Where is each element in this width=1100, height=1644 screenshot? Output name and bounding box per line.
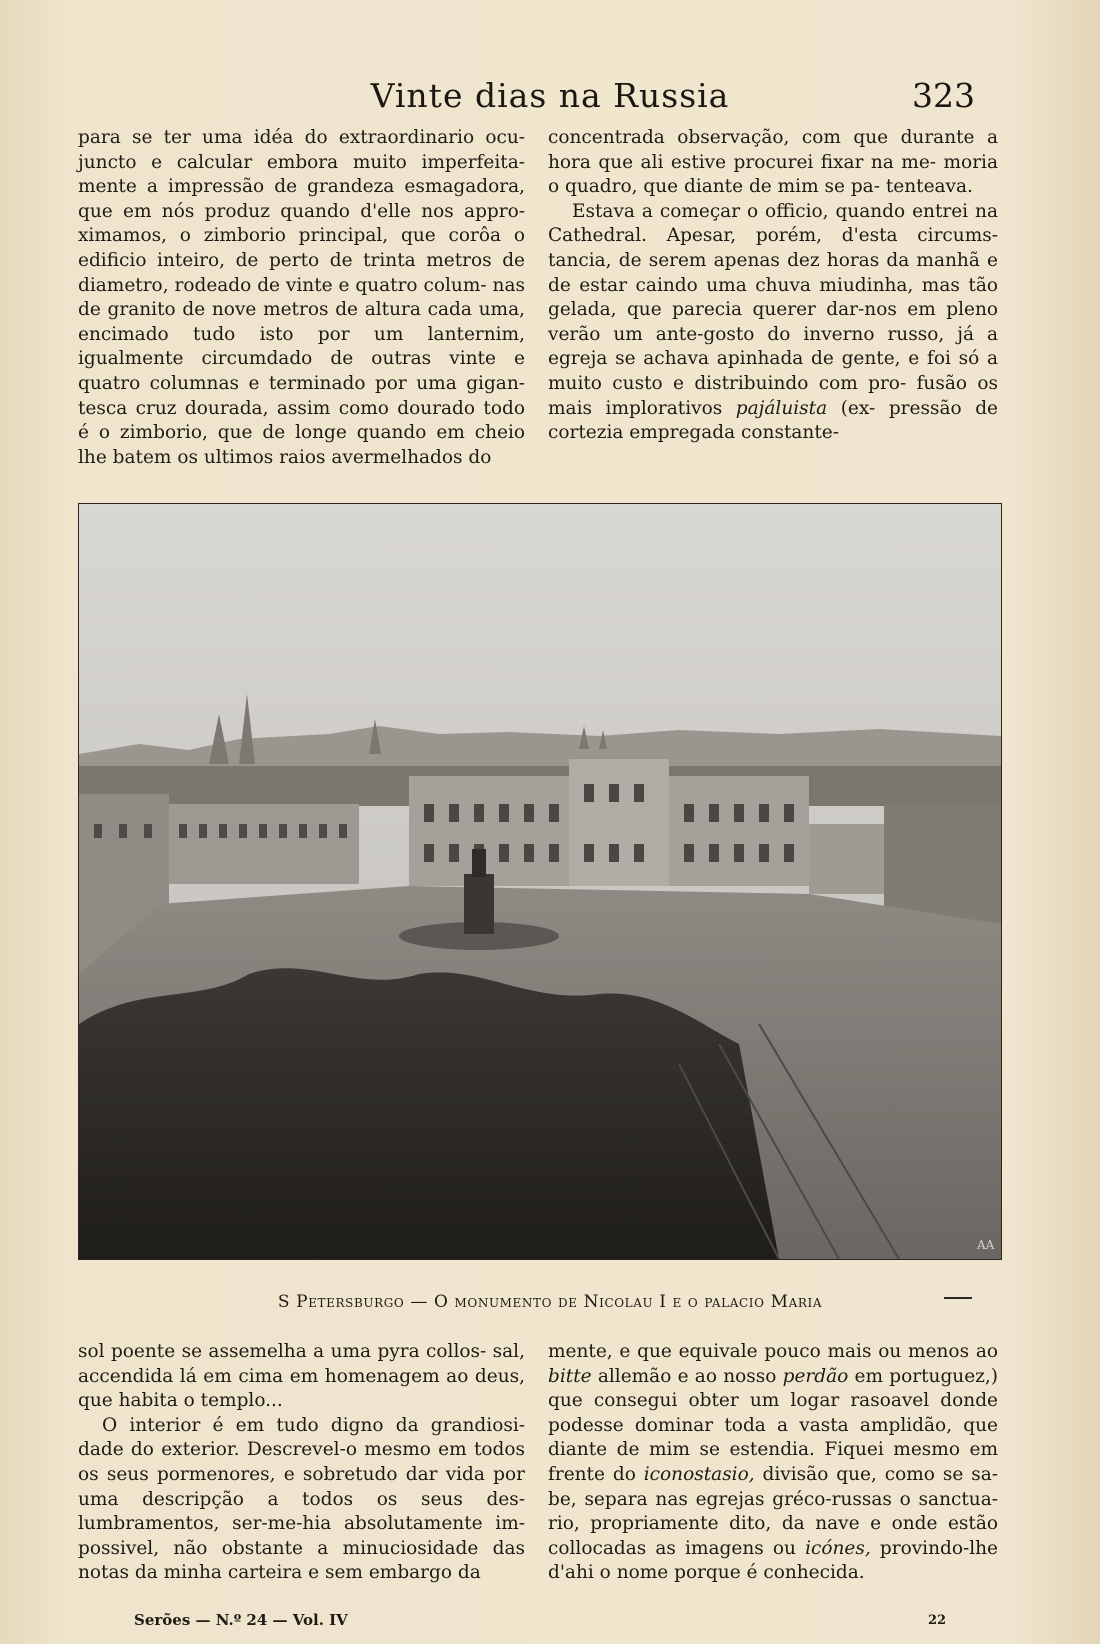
- paragraph: [548, 126, 998, 200]
- text-line: juncto e calcular embora muito imperfeita-: [78, 151, 525, 173]
- column-bottom-right: [548, 1340, 998, 1586]
- italic-term: pajáluista: [735, 397, 828, 419]
- text-line: notas da minha carteira e sem embargo da: [78, 1562, 481, 1584]
- italic-term: bitte: [548, 1365, 592, 1387]
- column-bottom-left: [78, 1340, 525, 1586]
- text-line: mente a impressão de grandeza esmagadora,: [78, 176, 525, 198]
- text-line: concentrada observação, com que durante: [548, 127, 975, 148]
- paragraph: [78, 1414, 525, 1586]
- running-title: Vinte dias na Russia: [370, 76, 730, 115]
- paragraph: [78, 1340, 525, 1414]
- text-line: igualmente circumdado de outras vinte e: [78, 348, 525, 370]
- text-line: possivel, não obstante a minuciosidade das: [78, 1537, 525, 1559]
- text-line: sal, accendida lá em cima em homenagem ao: [78, 1341, 525, 1387]
- text-line: uma, encimado tudo isto por um lanternim,: [78, 299, 525, 345]
- text-line: já a egreja se achava apinhada de gente, e: [548, 323, 998, 370]
- text-line: fusão os mais implorativos: [548, 372, 998, 419]
- text-line: lumbramentos, ser-me-hia absolutamente im-: [78, 1513, 525, 1535]
- text-line: nas de granito de nove metros de altura cada: [78, 274, 525, 321]
- italic-term: icónes,: [805, 1537, 871, 1559]
- text-line: be, separa nas egrejas gréco-russas o sanctua-: [548, 1488, 998, 1510]
- text-line: divisão que, como se sa-: [754, 1463, 998, 1485]
- text-line: sol poente se assemelha a uma pyra collos-: [78, 1341, 487, 1362]
- column-top-right: [548, 126, 998, 446]
- figure-caption: S Petersburgo — O monumento de Nicolau I e o palacio Maria: [277, 1292, 823, 1312]
- footer-sheet-number: 22: [928, 1613, 947, 1628]
- text-line: em portuguez,): [848, 1365, 999, 1387]
- caption-rule: [944, 1297, 972, 1299]
- text-line: rio, propriamente dito, da nave e onde estão: [548, 1513, 998, 1535]
- text-line: diante de mim se estendia. Fiquei mesmo em: [548, 1439, 998, 1461]
- text-line: allemão e ao nosso: [591, 1365, 783, 1387]
- photo-illustration: [79, 504, 1001, 1259]
- text-line: tão gelada, que parecia querer dar-nos em: [548, 274, 998, 321]
- text-line: que consegui obter um logar rasoavel donde: [548, 1390, 998, 1412]
- text-line: ximamos, o zimborio principal, que corôa o: [78, 225, 525, 247]
- paragraph: [548, 200, 998, 446]
- photo-signature: AA: [977, 1238, 995, 1252]
- italic-term: iconostasio,: [643, 1463, 755, 1485]
- paragraph: [548, 1340, 998, 1586]
- paragraph: [78, 126, 525, 470]
- text-line: vida por uma descripção a todos os seus des-: [78, 1463, 525, 1510]
- text-line: O interior é em tudo digno da grandiosi-: [102, 1414, 525, 1436]
- column-top-left: [78, 126, 525, 470]
- text-line: todos os seus pormenores, e sobretudo dar: [78, 1439, 525, 1485]
- text-line: lhe batem os ultimos raios avermelhados do: [78, 446, 492, 468]
- text-line: provindo-lhe: [870, 1537, 998, 1559]
- text-line: é o zimborio, que de longe quando em cheio: [78, 422, 525, 444]
- text-line: Estava a começar o officio, quando entrei: [572, 200, 969, 222]
- footer-issue: Serões — N.º 24 — Vol. IV: [134, 1611, 348, 1629]
- page-number: 323: [912, 76, 975, 115]
- italic-term: perdão: [782, 1365, 849, 1387]
- text-line: collocadas as imagens ou: [548, 1537, 806, 1559]
- text-line: tancia, de serem apenas dez horas da manhã: [548, 249, 980, 271]
- text-line: tenteava.: [885, 176, 973, 198]
- text-line: para se ter uma idéa do extraordinario ocu-: [78, 127, 525, 148]
- text-line: na Cathedral. Apesar, porém, d'esta circums-: [548, 200, 998, 247]
- text-line: diametro, rodeado de vinte e quatro colum-: [78, 274, 487, 296]
- text-line: quatro columnas e terminado por uma gigan-: [78, 372, 525, 394]
- text-line: pleno verão um ante-gosto do inverno russo,: [548, 299, 998, 345]
- text-line: que em nós produz quando d'elle nos appro-: [78, 200, 525, 222]
- text-line: tesca cruz dourada, assim como dourado todo: [78, 397, 525, 419]
- text-line: podesse dominar toda a vasta amplidão, que: [548, 1414, 998, 1436]
- text-line: moria o quadro, que diante de mim se pa-: [548, 151, 998, 198]
- text-line: d'ahi o nome porque é conhecida.: [548, 1562, 865, 1584]
- text-line: (ex-: [827, 397, 876, 419]
- photograph-st-petersburg: [78, 503, 1002, 1260]
- text-line: e de estar caindo uma chuva miudinha, mas: [548, 249, 998, 296]
- text-line: frente do: [548, 1463, 644, 1485]
- text-line: edificio inteiro, de perto de trinta metros de: [78, 249, 525, 271]
- text-line: a hora que ali estive procurei fixar na me-: [548, 127, 998, 173]
- text-line: foi só a muito custo e distribuindo com pro-: [548, 348, 998, 394]
- text-line: dade do exterior. Descrevel-o mesmo em: [78, 1439, 467, 1461]
- text-line: pressão de cortezia empregada constante-: [548, 397, 998, 444]
- text-line: deus, que habita o templo...: [78, 1365, 525, 1412]
- text-line: mente, e que equivale pouco mais ou menos ao: [548, 1341, 998, 1362]
